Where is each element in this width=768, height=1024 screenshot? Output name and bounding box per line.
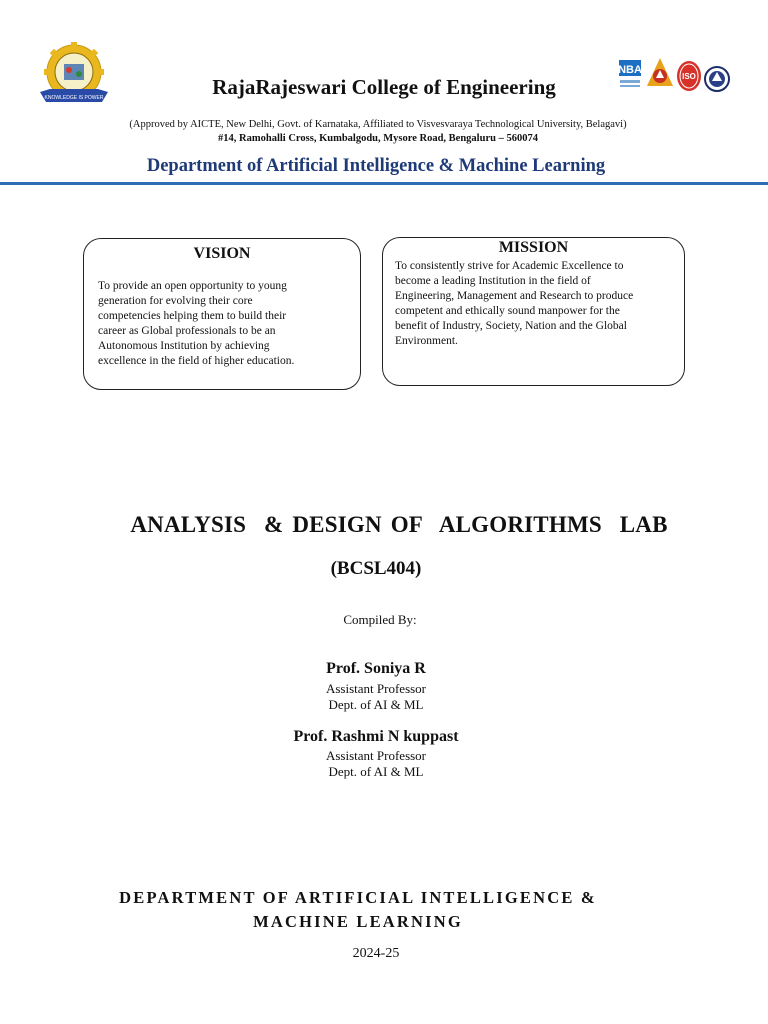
vision-line: excellence in the field of higher education.: [98, 355, 295, 367]
department-heading: Department of Artificial Intelligence & Machine Learning: [146, 156, 606, 176]
mission-title: MISSION: [498, 239, 569, 256]
course-code: (BCSL404): [330, 558, 422, 579]
footer-department-line: DEPARTMENT OF ARTIFICIAL INTELLIGENCE &: [119, 888, 597, 907]
vision-text: [98, 279, 348, 369]
mission-text: [395, 259, 680, 349]
author-name: Prof. Rashmi N kuppast: [293, 728, 459, 745]
mission-line: To consistently strive for Academic Excellence to: [395, 260, 624, 272]
author-designation: Assistant Professor: [325, 681, 427, 696]
mission-line: become a leading Institution in the field of: [395, 275, 591, 287]
vision-box: [83, 238, 361, 390]
vision-line: Autonomous Institution by achieving: [98, 340, 270, 352]
mission-line: benefit of Industry, Society, Nation and the Global: [395, 320, 627, 332]
svg-text:NBA: NBA: [618, 64, 642, 76]
vision-title: VISION: [193, 245, 251, 262]
svg-text:ISO: ISO: [682, 72, 696, 81]
approval-note: (Approved by AICTE, New Delhi, Govt. of Karnataka, Affiliated to Visvesvaraya Technological University, Belagavi): [129, 119, 627, 130]
header-divider: [0, 182, 768, 185]
vision-line: To provide an open opportunity to young: [98, 280, 287, 292]
vision-line: career as Global professionals to be an: [98, 325, 276, 337]
compiled-by-label: Compiled By:: [343, 612, 417, 627]
footer-department: [108, 886, 608, 934]
author-department: Dept. of AI & ML: [328, 697, 424, 712]
footer-department-line: MACHINE LEARNING: [253, 912, 463, 931]
vision-line: generation for evolving their core: [98, 295, 253, 307]
author-designation: Assistant Professor: [325, 748, 427, 763]
svg-text:KNOWLEDGE IS POWER: KNOWLEDGE IS POWER: [44, 95, 104, 101]
academic-year: 2024-25: [352, 946, 400, 961]
college-name: RajaRajeswari College of Engineering: [212, 75, 556, 99]
mission-line: competent and ethically sound manpower for the: [395, 305, 620, 317]
author-name: Prof. Soniya R: [326, 660, 426, 677]
lab-title: ANALYSIS & DESIGN OF ALGORITHMS LAB: [130, 512, 668, 537]
vision-line: competencies helping them to build their: [98, 310, 287, 322]
author-department: Dept. of AI & ML: [328, 764, 424, 779]
mission-box: [382, 237, 685, 386]
college-address: #14, Ramohalli Cross, Kumbalgodu, Mysore Road, Bengaluru – 560074: [218, 133, 538, 144]
mission-line: Engineering, Management and Research to produce: [395, 290, 634, 302]
mission-line: Environment.: [395, 335, 458, 347]
